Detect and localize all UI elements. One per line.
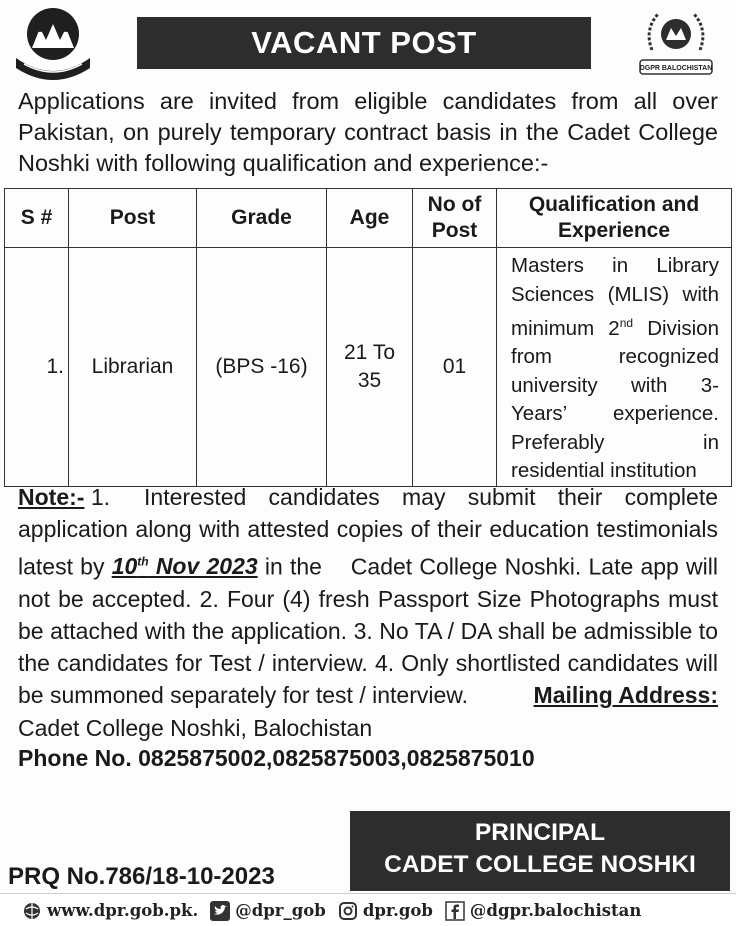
twitter-link[interactable]: @dpr_gob [210,901,326,921]
note-section: Note:- 1. Interested candidates may submit their complete application along with attested copies of their education testimonials latest by 10th Nov 2023 in the Cadet College Noshki. Late app will not be accepted. 2. Four (4) fresh Passport Size Photographs must be attached with the application. 3. No TA / DA shall be admissible to the candidates for Test / interview. 4. Only shortlisted candidates will be summoned separately for test / interview. Mailing Address: Cadet College Noshki, Balochistan [18,484,718,741]
dgpr-logo-icon [634,6,718,78]
logo-right-text: DGPR BALOCHISTAN [639,65,713,72]
header-post: Post [69,189,197,248]
mailing-address-label: Mailing Address: [533,682,718,709]
note-label: Note:- [18,484,85,510]
footer-bar [0,893,736,926]
page-title: VACANT POST [137,17,591,69]
cell-post: Librarian [69,248,197,487]
facebook-link[interactable]: @dgpr.balochistan [445,901,641,921]
cell-grade: (BPS -16) [197,248,327,487]
website-link[interactable]: www.dpr.gob.pk. [22,901,198,921]
cell-age: 21 To 35 [327,248,413,487]
government-emblem-icon [10,6,96,82]
instagram-icon [338,901,358,921]
cell-qualification: Masters in Library Sciences (MLIS) with minimum 2nd Division from recognized university with 3-Years’ experience. Preferably in residential institution [497,248,732,487]
header-qualification: Qualification and Experience [497,189,732,248]
header-grade: Grade [197,189,327,248]
prq-number: PRQ No.786/18-10-2023 [8,863,275,890]
table-row [5,248,732,487]
signatory-title: PRINCIPAL [474,819,606,846]
twitter-icon [210,901,230,921]
signatory-box [350,811,730,891]
globe-icon [22,901,42,921]
intro-text: Applications are invited from eligible candidates from all over Pakistan, on purely temporary contract basis in the Cadet College Noshki with following qualification and experience:- [18,88,718,176]
header-sn: S # [5,189,69,248]
header-no-of-post: No of Post [413,189,497,248]
table-header-row [5,189,732,248]
signatory-institution: CADET COLLEGE NOSHKI [384,851,696,878]
deadline-date: 10th Nov 2023 [111,553,258,580]
instagram-link[interactable]: dpr.gob [338,901,433,921]
cell-no-of-post: 01 [413,248,497,487]
vacancy-table [4,188,732,487]
cell-sn: 1. [5,248,69,487]
facebook-icon [445,901,465,921]
phone-numbers: Phone No. 0825875002,0825875003,0825875010 [18,745,535,771]
header-age: Age [327,189,413,248]
